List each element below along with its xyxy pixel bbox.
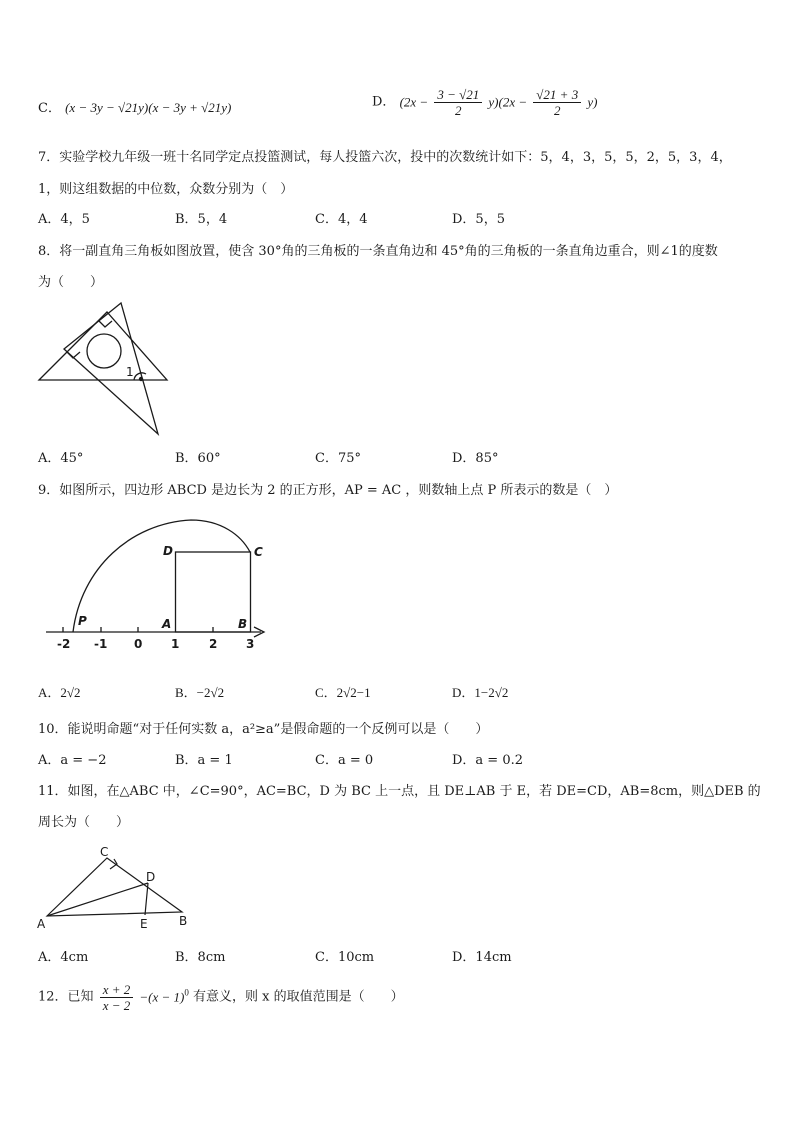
q7-option-d: D．5，5 [452,212,505,227]
q9-figure [36,508,276,658]
q11-figure [34,842,194,934]
q12-fraction-num: x + 2 [100,982,134,998]
q9-tick-2: 2 [209,637,218,651]
q11-option-a: A．4cm [38,950,89,965]
q11-triangle-abc [47,858,182,916]
q8-option-b: B．60° [175,451,221,466]
q10-text: 10．能说明命题“对于任何实数 a，a²≥a”是假命题的一个反例可以是（ ） [38,722,489,737]
q8-line1: 8．将一副直角三角板如图放置，使含 30°角的三角板的一条直角边和 45°角的三角板的一条直角边重合，则∠1的度数 [38,244,718,259]
q11-label-b: B [179,914,188,928]
q9-text: 9．如图所示，四边形 ABCD 是边长为 2 的正方形，AP = AC ，则数轴上点 P 所表示的数是（ ） [38,483,618,498]
q9-label-a: A [162,617,172,631]
q6-option-d-frac1 [434,87,482,118]
q7-line1: 7．实验学校九年级一班十名同学定点投篮测试，每人投篮六次，投中的次数统计如下：5，4，3，5，5，2，5，3，4， [38,150,732,165]
q8-circle [87,334,121,368]
q6-option-d-frac2 [533,87,581,118]
q9-tick-0: 0 [134,637,143,651]
q7-option-a: A．4，5 [38,212,90,227]
q8-line2: 为（ ） [38,275,104,290]
q6-option-c-expr: (x − 3y − √21y)(x − 3y + √21y) [65,100,232,115]
q12-exponent: 0 [184,987,189,998]
q8-vertex-dot [139,377,143,381]
q12-prefix: 12．已知 [38,989,94,1005]
q6-option-d-mid: y)(2x − [488,94,528,110]
q10-option-c: C．a = 0 [315,753,374,768]
q9-arc [73,520,250,632]
q10-option-b: B．a = 1 [175,753,233,768]
q8-option-d: D．85° [452,451,499,466]
q6-option-d-frac2-den: 2 [553,103,561,118]
q9-option-d: D．1−2√2 [452,685,509,700]
q6-option-d-frac1-den: 2 [455,103,462,118]
q9-tick-neg1: -1 [94,637,108,651]
q11-label-e: E [140,917,148,931]
q7-line2: 1，则这组数据的中位数，众数分别为（ ） [38,182,294,197]
q6-option-d-pre: (2x − [399,94,429,110]
q9-label-c: C [254,545,263,559]
q6-option-c [38,98,231,118]
q9-label-b: B [238,617,248,631]
q6-option-c-label: C． [38,101,61,116]
q12-text [38,982,404,1013]
q8-triangle-45 [39,312,167,380]
q9-tick-1: 1 [171,637,180,651]
q9-tick-3: 3 [246,637,255,651]
q9-option-a: A．2√2 [38,685,81,700]
q8-figure [34,296,174,438]
q12-suffix: 有意义，则 x 的取值范围是（ ） [193,989,404,1005]
q6-option-d-label: D． [372,94,396,110]
q6-option-d-post: y) [587,94,598,110]
q8-option-c: C．75° [315,451,361,466]
q11-segment-de [145,883,148,915]
q11-option-d: D．14cm [452,950,512,965]
q11-line2: 周长为（ ） [38,815,130,830]
q11-label-c: C [100,845,109,859]
q9-option-c: C．2√2−1 [315,685,371,700]
q9-label-d: D [163,544,173,558]
q11-label-a: A [37,917,46,931]
q11-label-d: D [146,870,156,884]
q7-option-b: B．5，4 [175,212,228,227]
q11-option-b: B．8cm [175,950,226,965]
q6-option-d-frac1-num: 3 − √21 [434,87,482,103]
q10-option-d: D．a = 0.2 [452,753,524,768]
q6-option-d [372,87,597,118]
q6-option-d-frac2-num: √21 + 3 [533,87,581,103]
q8-option-a: A．45° [38,451,84,466]
q12-mid: −(x − 1) [139,989,185,1005]
q8-right-angle-mark-1 [99,321,112,327]
q8-angle-label: 1 [126,365,134,379]
q11-option-c: C．10cm [315,950,375,965]
q9-option-b: B．−2√2 [175,685,225,700]
q11-segment-ad [47,883,148,916]
q9-tick-neg2: -2 [57,637,71,651]
q12-fraction-den: x − 2 [102,998,131,1013]
q10-option-a: A．a = −2 [38,753,107,768]
q7-option-c: C．4，4 [315,212,368,227]
q9-label-p: P [78,614,87,628]
q12-fraction [100,982,134,1013]
q11-line1: 11．如图，在△ABC 中，∠C=90°，AC=BC，D 为 BC 上一点，且 DE⊥AB 于 E，若 DE=CD，AB=8cm，则△DEB 的 [38,784,761,799]
